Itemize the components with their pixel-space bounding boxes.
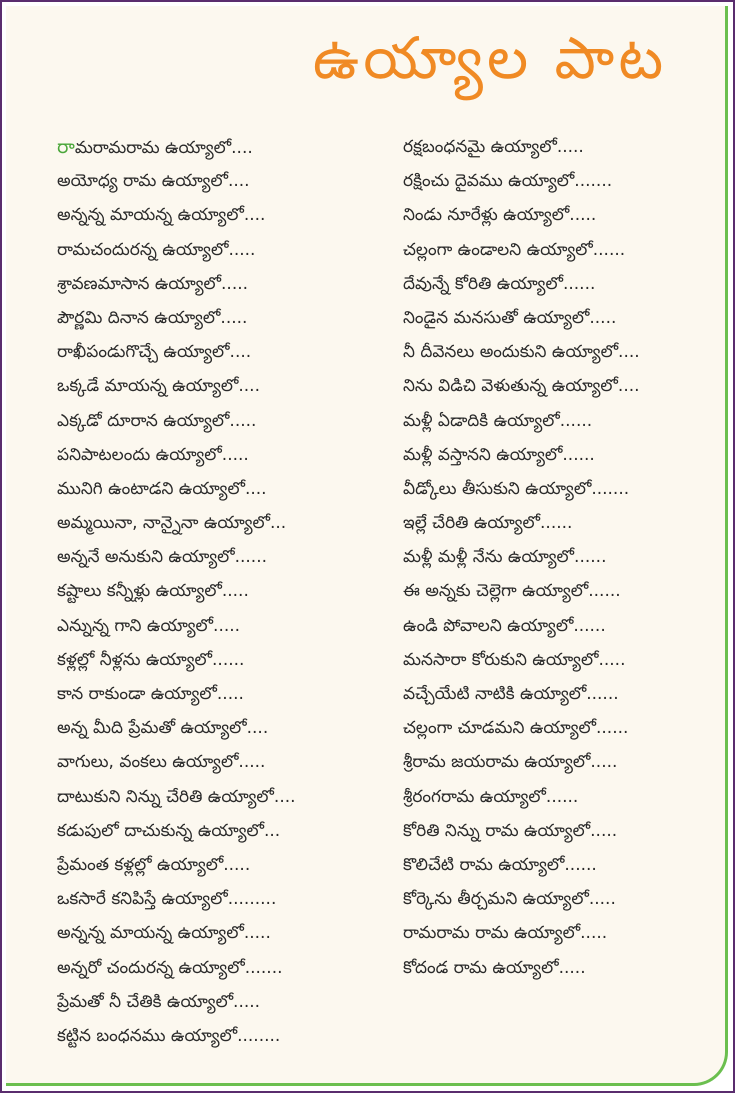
- verse-line: కష్టాలు కన్నీళ్లు ఉయ్యాలో.....: [57, 581, 249, 602]
- verse-line: రాఖీపండుగొచ్చే ఉయ్యాలో....: [57, 342, 252, 363]
- verse-line: [57, 130, 387, 164]
- verse-line: చల్లంగా ఉండాలని ఉయ్యాలో......: [403, 239, 626, 260]
- verse-line: దాటుకుని నిన్ను చేరితి ఉయ్యాలో....: [57, 786, 296, 807]
- right-verse-column: [403, 130, 723, 985]
- verse-line: ఉండి పోవాలని ఉయ్యాలో......: [403, 615, 606, 636]
- verse-line: నిండైన మనసుతో ఉయ్యాలో.....: [403, 307, 617, 328]
- verse-line: ఇల్లే చేరితి ఉయ్యాలో......: [403, 513, 573, 534]
- verse-line: మునిగి ఉంటాడని ఉయ్యాలో....: [57, 478, 267, 499]
- verse-line: కోరితి నిన్ను రామ ఉయ్యాలో.....: [403, 820, 618, 841]
- verse-line: అన్నన్న మాయన్న ఉయ్యాలో.....: [57, 923, 271, 944]
- verse-line-text: మరామరామ ఉయ్యాలో....: [74, 138, 253, 158]
- verse-line: అన్నరో చందురన్న ఉయ్యాలో.......: [57, 957, 283, 978]
- verse-line: కోదండ రామ ఉయ్యాలో.....: [403, 957, 586, 978]
- verse-line: పనిపాటలందు ఉయ్యాలో.....: [57, 444, 249, 465]
- verse-line: మనసారా కోరుకుని ఉయ్యాలో.....: [403, 649, 626, 670]
- verse-line: శ్రీరంగరామ ఉయ్యాలో......: [403, 786, 579, 807]
- verse-line: ఎక్కడో దూరాన ఉయ్యాలో.....: [57, 410, 257, 431]
- verse-line: అన్నన్న మాయన్న ఉయ్యాలో....: [57, 205, 266, 226]
- verse-line: అన్ననే అనుకుని ఉయ్యాలో......: [57, 547, 268, 568]
- verse-line: కోర్కెను తీర్చమని ఉయ్యాలో.....: [403, 889, 616, 910]
- verse-line: నిను విడిచి వెళుతున్న ఉయ్యాలో....: [403, 376, 640, 397]
- verse-line: కట్టిన బంధనము ఉయ్యాలో........: [57, 1025, 281, 1046]
- verse-line: శ్రీరామ జయరామ ఉయ్యాలో.....: [403, 752, 618, 773]
- verse-line: కొలిచేటి రామ ఉయ్యాలో......: [403, 854, 597, 875]
- verse-line: పౌర్ణమి దినాన ఉయ్యాలో.....: [57, 307, 248, 328]
- verse-line: ఈ అన్నకు చెల్లెగా ఉయ్యాలో......: [403, 581, 621, 602]
- verse-line: కడుపులో దాచుకున్న ఉయ్యాలో...: [57, 820, 281, 841]
- verse-line: ప్రేమంత కళ్లల్లో ఉయ్యాలో.....: [57, 854, 251, 875]
- verse-line: మళ్లీ ఏడాదికి ఉయ్యాలో......: [403, 410, 593, 431]
- verse-line: మళ్లీ మళ్లీ నేను ఉయ్యాలో......: [403, 547, 607, 568]
- verse-line: నీ దీవెనలు అందుకుని ఉయ్యాలో....: [403, 342, 640, 363]
- left-verse-column: [57, 130, 387, 1053]
- verse-line: చల్లంగా చూడమని ఉయ్యాలో......: [403, 718, 629, 739]
- verse-line: ప్రేమతో నీ చేతికి ఉయ్యాలో.....: [57, 991, 261, 1012]
- verse-line: రక్షబంధనమై ఉయ్యాలో.....: [403, 137, 584, 157]
- page-title: ఉయ్యాల పాట: [312, 24, 668, 92]
- verse-line: మళ్లీ వస్తానని ఉయ్యాలో......: [403, 444, 595, 465]
- verse-line: అన్న మీది ప్రేమతో ఉయ్యాలో....: [57, 718, 269, 739]
- verse-line: ఒకసారే కనిపిస్తే ఉయ్యాలో.........: [57, 889, 277, 910]
- verse-line: ఎన్నున్న గాని ఉయ్యాలో.....: [57, 615, 241, 636]
- verse-line: కాన రాకుండా ఉయ్యాలో.....: [57, 684, 244, 704]
- verse-first-syllable: రా: [57, 136, 75, 158]
- verse-line: ఒక్కడే మాయన్న ఉయ్యాలో....: [57, 376, 260, 397]
- verse-line: నిండు నూరేళ్లు ఉయ్యాలో.....: [403, 205, 597, 226]
- verse-line: అమ్మయినా, నాన్నైనా ఉయ్యాలో...: [57, 513, 287, 534]
- verse-line: వాగులు, వంకలు ఉయ్యాలో.....: [57, 752, 266, 773]
- verse-line: రామచందురన్న ఉయ్యాలో.....: [57, 239, 256, 260]
- verse-line: రక్షించు దైవము ఉయ్యాలో.......: [403, 171, 613, 192]
- verse-line: వచ్చేయేటి నాటికి ఉయ్యాలో......: [403, 684, 619, 704]
- verse-line: వీడ్కోలు తీసుకుని ఉయ్యాలో.......: [403, 478, 630, 499]
- verse-line: దేవున్నే కోరితి ఉయ్యాలో......: [403, 273, 596, 294]
- verse-line: అయోధ్య రామ ఉయ్యాలో....: [57, 171, 250, 192]
- verse-line: కళ్లల్లో నీళ్లను ఉయ్యాలో......: [57, 649, 245, 670]
- verse-line: శ్రావణమాసాన ఉయ్యాలో.....: [57, 273, 249, 294]
- verse-line: రామరామ రామ ఉయ్యాలో.....: [403, 923, 608, 944]
